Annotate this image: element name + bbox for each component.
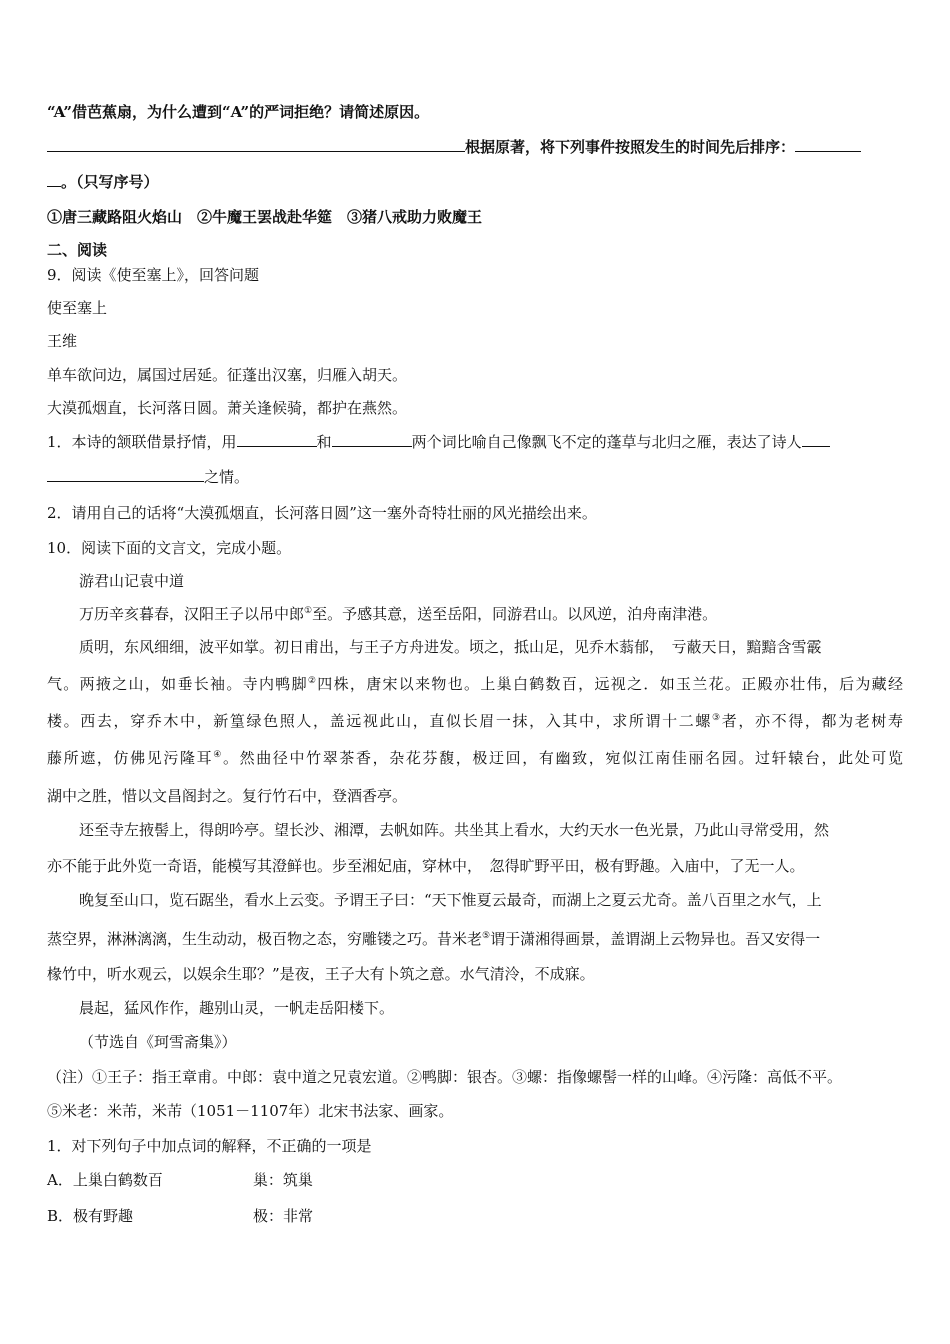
section-heading: 二、阅读 <box>47 241 108 259</box>
essay-line: 湖中之胜，惜以文昌阁封之。复行竹石中，登酒香亭。 <box>47 787 408 805</box>
question-line-2: 根据原著，将下列事件按照发生的时间先后排序： <box>47 137 861 157</box>
essay-paragraph: 晚复至山口，览石踞坐，看水上云变。予谓王子曰：“天下惟夏云最奇，而湖上之夏云尤奇。盖八百里之水气，上 <box>79 891 822 909</box>
q9-prompt: 9．阅读《使至塞上》，回答问题 <box>47 266 260 284</box>
footnote-marker: ① <box>304 606 313 616</box>
q9-sub1: 1．本诗的颔联借景抒情，用 和 两个词比喻自己像飘飞不定的蓬草与北归之雁，表达了诗人 <box>47 432 830 452</box>
answer-blank[interactable] <box>795 137 861 152</box>
essay-line: 气。两掖之山，如垂长袖。寺内鸭脚②四株，唐宋以来物也。上巢白鹤数百，远视之．如玉兰花。正殿亦壮伟，后为藏经 <box>47 675 903 693</box>
poem-author: 王维 <box>47 332 78 350</box>
q10-sub1: 1．对下列句子中加点词的解释，不正确的一项是 <box>47 1137 372 1155</box>
essay-line: 藤所遮，仿佛见污隆耳④。然曲径中竹翠茶香，杂花芬馥，极迂回，有幽致，宛似江南佳丽名园。过轩辕台，此处可览 <box>47 749 903 767</box>
answer-blank[interactable] <box>47 172 61 187</box>
essay-line: 楼。西去，穿乔木中，新篁绿色照人，盖远视此山，直似长眉一抹，入其中，求所谓十二螺③者，亦不得，都为老树寿 <box>47 712 903 730</box>
poem-verse: 单车欲问边，属国过居延。征蓬出汉塞，归雁入胡天。 <box>47 366 408 384</box>
q10-prompt: 10．阅读下面的文言文，完成小题。 <box>47 539 292 557</box>
essay-paragraph: 晨起，猛风作作，趣别山灵，一帆走岳阳楼下。 <box>79 999 395 1017</box>
annotation: ⑤米老：米芾，米芾（1051－1107年）北宋书法家、画家。 <box>47 1102 454 1120</box>
answer-blank[interactable] <box>332 432 412 447</box>
essay-line: 椽竹中，听水观云，以娱余生耶？”是夜，王子大有卜筑之意。水气清泠，不成寐。 <box>47 965 595 983</box>
essay-line: 蒸空界，淋淋漓漓，生生动动，极百物之态，穷雕镂之巧。昔米老⑤谓于潇湘得画景，盖谓湖上云物异也。吾又安得一 <box>47 930 821 948</box>
essay-line: 亦不能于此外览一奇语，能模写其澄鲜也。步至湘妃庙，穿林中， 忽得旷野平田，极有野趣。入庙中，了无一人。 <box>47 857 805 875</box>
answer-blank[interactable] <box>47 467 204 482</box>
essay-paragraph: 质明，东风细细，波平如掌。初日甫出，与王子方舟进发。顷之，抵山足，见乔木蓊郁， 亏蔽天日，黯黯含雪霰 <box>79 638 822 656</box>
option-b[interactable]: B．极有野趣 极：非常 <box>47 1207 314 1225</box>
essay-paragraph: 万历辛亥暮春，汉阳王子以吊中郎①至。予感其意，送至岳阳，同游君山。以风逆，泊舟南津港。 <box>79 605 718 623</box>
question-line-3: 。（只写序号） <box>47 172 159 192</box>
poem-verse: 大漠孤烟直，长河落日圆。萧关逢候骑，都护在燕然。 <box>47 399 408 417</box>
essay-paragraph: 还至寺左掖髻上，得朗吟亭。望长沙、湘潭，去帆如阵。共坐其上看水，大约天水一色光景，乃此山寻常受用，然 <box>79 821 830 839</box>
question-line-1: “A”借芭蕉扇，为什么遭到“A”的严词拒绝？请简述原因。 <box>47 103 430 121</box>
source-note: （节选自《珂雪斋集》） <box>79 1033 237 1051</box>
answer-blank[interactable] <box>802 432 830 447</box>
event-list: ①唐三藏路阻火焰山 ②牛魔王罢战赴华筵 ③猪八戒助力败魔王 <box>47 208 483 226</box>
q9-sub1-cont: 之情。 <box>47 467 249 487</box>
option-a[interactable]: A．上巢白鹤数百 巢：筑巢 <box>47 1171 313 1189</box>
answer-blank[interactable] <box>47 137 465 152</box>
footnote-marker: ⑤ <box>482 931 491 941</box>
poem-title: 使至塞上 <box>47 299 108 317</box>
footnote-marker: ④ <box>213 750 223 760</box>
annotation: （注）①王子：指王章甫。中郎：袁中道之兄袁宏道。②鸭脚：银杏。③螺：指像螺髻一样的山峰。④污隆：高低不平。 <box>47 1068 843 1086</box>
answer-blank[interactable] <box>237 432 317 447</box>
footnote-marker: ③ <box>712 713 722 723</box>
q9-sub2: 2．请用自己的话将“大漠孤烟直，长河落日圆”这一塞外奇特壮丽的风光描绘出来。 <box>47 504 597 522</box>
footnote-marker: ② <box>307 676 318 686</box>
essay-title: 游君山记袁中道 <box>79 572 185 590</box>
